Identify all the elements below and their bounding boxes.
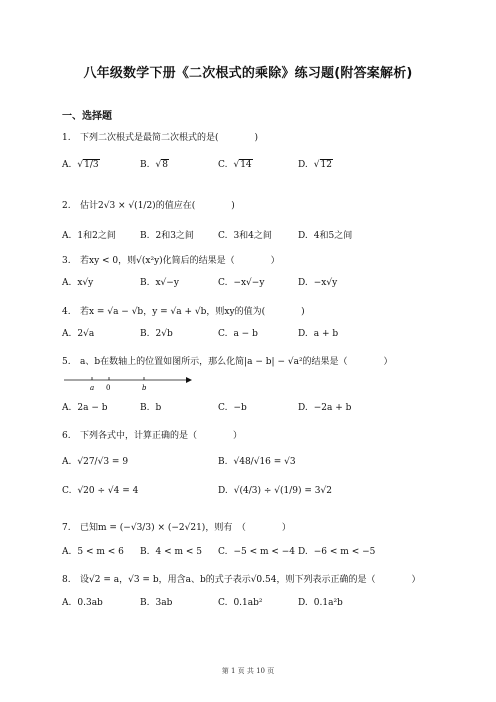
option-a: A. 2a − b [62, 403, 108, 413]
option-b: B. 4 < m < 5 [140, 547, 202, 557]
option-d: D. −6 < m < −5 [298, 547, 376, 557]
number-line-figure [64, 374, 194, 398]
option-c: C. 3和4之间 [218, 231, 272, 241]
option-d: D. a + b [298, 329, 339, 339]
question-text: 估计2√3 × √(1/2)的值应在( ) [80, 201, 235, 211]
section-heading: 一、选择题 [62, 111, 112, 122]
option-b: B. √8 [140, 160, 168, 170]
question-number: 7. [62, 523, 71, 533]
question-number: 6. [62, 431, 71, 441]
option-c: C. −5 < m < −4 [218, 547, 296, 557]
option-b: B. x√−y [140, 278, 179, 288]
question-7 [62, 520, 291, 533]
label-b: b [142, 384, 147, 392]
option-b: B. √48/√16 = √3 [218, 457, 296, 467]
option-a: A. √1/3 [62, 160, 99, 170]
question-3 [62, 253, 280, 266]
question-text: 若xy < 0，则√(x²y)化简后的结果是（ ） [80, 256, 280, 266]
option-a: A. 0.3ab [62, 598, 103, 608]
question-4 [62, 304, 305, 317]
option-b: B. 3ab [140, 598, 173, 608]
option-c: C. −b [218, 403, 247, 413]
option-d: D. 4和5之间 [298, 231, 353, 241]
question-8 [62, 572, 420, 585]
option-b: B. 2和3之间 [140, 231, 194, 241]
question-text: 若x = √a − √b，y = √a + √b，则xy的值为( ) [80, 307, 305, 317]
question-5 [62, 354, 393, 367]
question-number: 3. [62, 256, 71, 266]
option-b: B. b [140, 403, 162, 413]
option-d: D. −x√y [298, 278, 338, 288]
option-c: C. √14 [218, 160, 252, 170]
option-a: A. 5 < m < 6 [62, 547, 124, 557]
option-a: A. x√y [62, 278, 94, 288]
option-c: C. a − b [218, 329, 258, 339]
question-number: 8. [62, 575, 71, 585]
option-a: A. √27/√3 = 9 [62, 457, 129, 467]
page-title: 八年级数学下册《二次根式的乘除》练习题(附答案解析) [83, 66, 413, 81]
option-d: D. √(4/3) ÷ √(1/9) = 3√2 [218, 486, 332, 496]
option-c: C. 0.1ab² [218, 598, 263, 608]
option-d: D. −2a + b [298, 403, 352, 413]
question-2 [62, 198, 235, 211]
question-number: 2. [62, 201, 71, 211]
option-a: A. 1和2之间 [62, 231, 116, 241]
option-a: A. 2√a [62, 329, 95, 339]
question-1 [62, 130, 258, 143]
arrow-icon [186, 377, 192, 383]
option-d: D. 0.1a²b [298, 598, 343, 608]
option-c: C. −x√−y [218, 278, 265, 288]
question-number: 4. [62, 307, 71, 317]
question-text: 下列二次根式是最简二次根式的是( ) [80, 133, 259, 143]
question-6 [62, 428, 242, 441]
question-text: 下列各式中，计算正确的是（ ） [80, 431, 243, 441]
question-number: 1. [62, 133, 71, 143]
page-footer: 第 1 页 共 10 页 [221, 667, 275, 675]
question-text: 设√2 = a，√3 = b，用含a、b的式子表示√0.54，则下列表示正确的是（ ） [80, 575, 421, 585]
option-b: B. 2√b [140, 329, 173, 339]
label-a: a [90, 384, 95, 392]
label-zero: 0 [106, 384, 111, 392]
question-number: 5. [62, 357, 71, 367]
question-text: 已知m = (−√3/3) × (−2√21)，则有 （ ） [80, 523, 291, 533]
question-text: a、b在数轴上的位置如图所示，那么化简|a − b| − √a²的结果是（ ） [80, 357, 393, 367]
option-d: D. √12 [298, 160, 332, 170]
option-c: C. √20 ÷ √4 = 4 [62, 486, 139, 496]
